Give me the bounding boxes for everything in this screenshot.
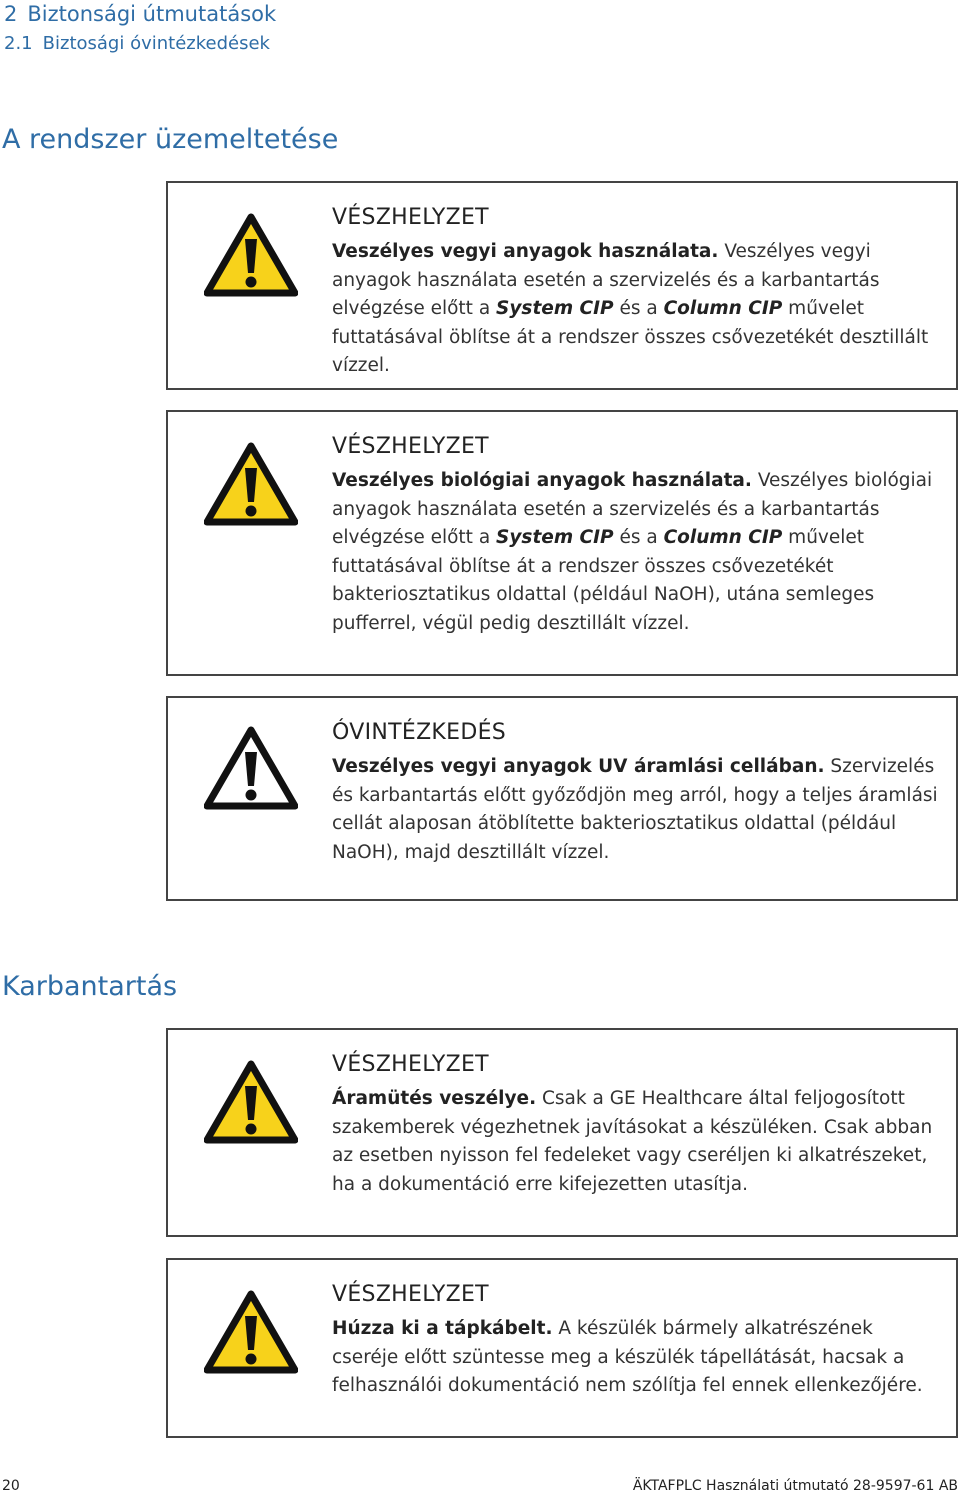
text-part: A készülék bármely alkatrészének cseréje előtt szüntesse meg a készülék tápellátását, hacsak a felhasználói dokumentáció nem szólítja fel ennek ellenkezőjére. xyxy=(332,1318,923,1396)
text-part: Veszélyes biológiai anyagok használata esetén a szervizelés és a karbantartás elvégzése előtt a xyxy=(332,470,933,548)
caution-lead: Veszélyes vegyi anyagok UV áramlási cellában. xyxy=(332,756,825,777)
term-column-cip: Column CIP xyxy=(663,527,783,548)
text-part: Csak a GE Healthcare által feljogosított szakemberek végezhetnek javításokat a készüléken. Csak abban az esetben nyisson fel fedeleket vagy cseréljen ki alkatrészeket, ha a dokumentáció erre kifejezetten utasítja. xyxy=(332,1088,933,1195)
text-part: művelet futtatásával öblítse át a rendszer összes csővezetékét desztillált vízzel. xyxy=(332,298,929,376)
term-system-cip: System CIP xyxy=(496,527,614,548)
document-title: ÄKTAFPLC Használati útmutató 28-9597-61 AB xyxy=(632,1478,958,1494)
term-system-cip: System CIP xyxy=(496,298,614,319)
text-part: Veszélyes vegyi anyagok használata esetén a szervizelés és a karbantartás elvégzése előtt a xyxy=(332,241,880,319)
chapter-number: 2 xyxy=(4,2,18,26)
section-number: 2.1 xyxy=(4,33,33,54)
caution-box-uv-cell xyxy=(166,696,958,901)
chapter-heading xyxy=(4,2,286,26)
signal-word: VÉSZHELYZET xyxy=(332,205,489,230)
warning-lead: Veszélyes vegyi anyagok használata. xyxy=(332,241,719,262)
text-part: Szervizelés és karbantartás előtt győződjön meg arról, hogy a teljes áramlási cellát alaposan átöblítette bakteriosztatikus oldattal (például NaOH), majd desztillált vízzel. xyxy=(332,756,938,863)
term-column-cip: Column CIP xyxy=(663,298,783,319)
warning-lead: Áramütés veszélye. xyxy=(332,1088,537,1109)
page-number: 20 xyxy=(2,1478,20,1494)
warning-box-biological xyxy=(166,410,958,676)
warning-text xyxy=(332,1315,938,1401)
warning-text xyxy=(332,467,938,638)
caution-text xyxy=(332,753,938,867)
warning-box-power-cable xyxy=(166,1258,958,1438)
warning-outline-icon xyxy=(204,726,298,810)
warning-yellow-icon xyxy=(204,213,298,297)
warning-box-chemicals xyxy=(166,181,958,390)
text-part: művelet futtatásával öblítse át a rendszer összes csővezetékét bakteriosztatikus oldattal (például NaOH), utána semleges pufferrel, végül pedig desztillált vízzel. xyxy=(332,527,875,634)
text-part: és a xyxy=(613,298,664,319)
warning-box-electric-shock xyxy=(166,1028,958,1237)
warning-lead: Veszélyes biológiai anyagok használata. xyxy=(332,470,752,491)
section-title: Biztosági óvintézkedések xyxy=(42,33,270,54)
warning-yellow-icon xyxy=(204,442,298,526)
warning-text xyxy=(332,1085,938,1199)
signal-word: ÓVINTÉZKEDÉS xyxy=(332,720,507,745)
signal-word: VÉSZHELYZET xyxy=(332,1052,489,1077)
section-title-maintenance: Karbantartás xyxy=(2,971,178,1002)
signal-word: VÉSZHELYZET xyxy=(332,434,489,459)
signal-word: VÉSZHELYZET xyxy=(332,1282,489,1307)
warning-yellow-icon xyxy=(204,1290,298,1374)
chapter-title: Biztonsági útmutatások xyxy=(27,2,277,26)
section-title-operation: A rendszer üzemeltetése xyxy=(2,124,339,155)
text-part: és a xyxy=(613,527,664,548)
section-heading xyxy=(4,33,280,54)
warning-lead: Húzza ki a tápkábelt. xyxy=(332,1318,553,1339)
warning-yellow-icon xyxy=(204,1060,298,1144)
warning-text xyxy=(332,238,938,381)
